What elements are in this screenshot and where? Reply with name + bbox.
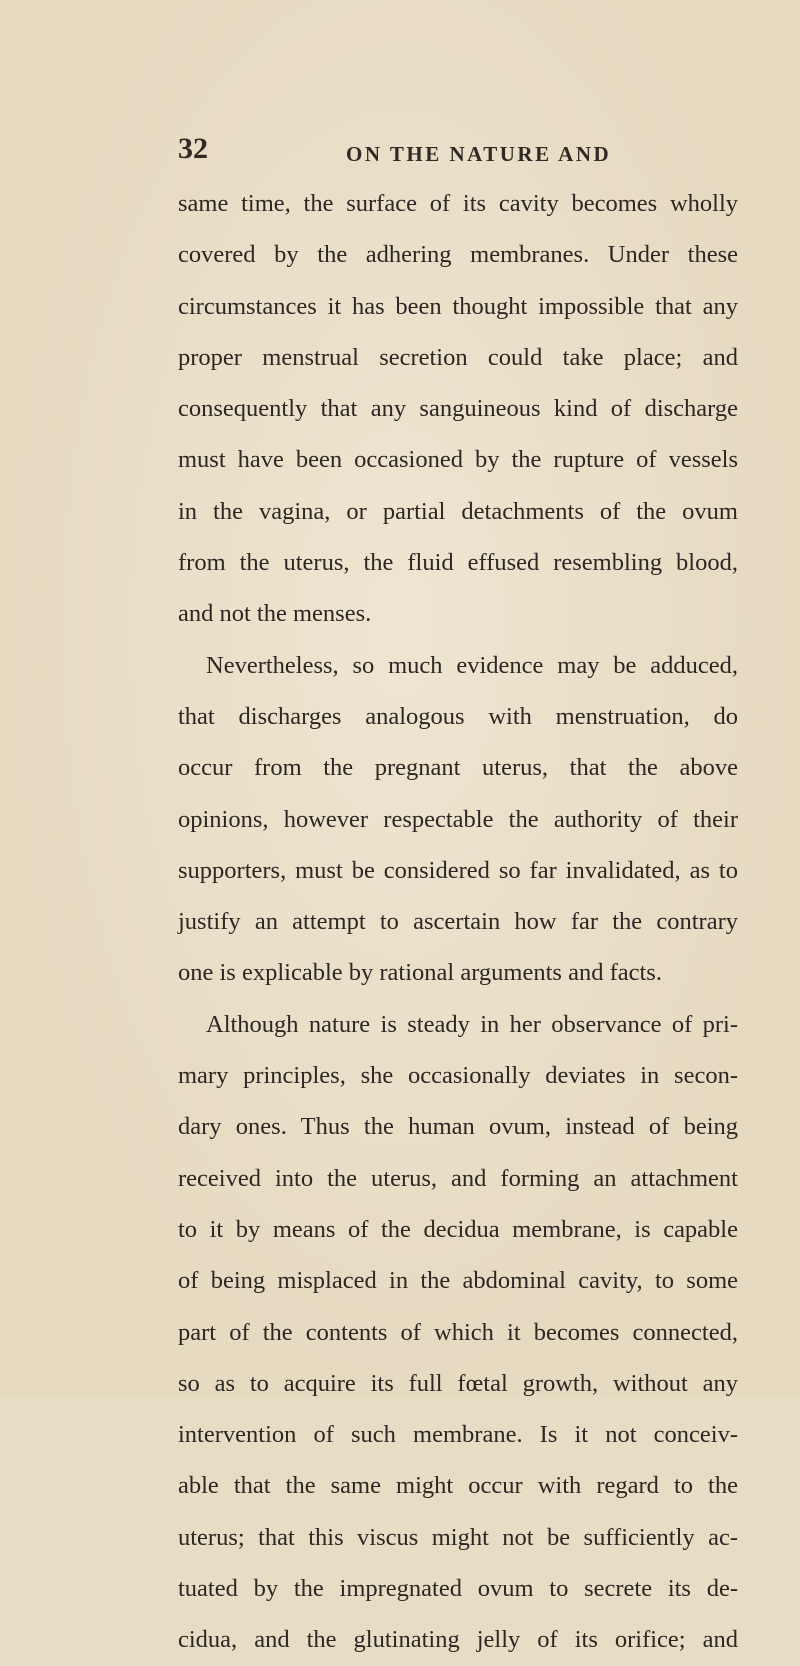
text-line: must have been occasioned by the rupture of vessels (178, 446, 738, 474)
text-line: intervention of such membrane. Is it not conceiv- (178, 1421, 738, 1449)
text-line: dary ones. Thus the human ovum, instead of being (178, 1113, 738, 1141)
text-line: cidua, and the glutinating jelly of its orifice; and (178, 1626, 738, 1654)
text-line: one is explicable by rational arguments and facts. (178, 959, 662, 987)
text-line: covered by the adhering membranes. Under these (178, 241, 738, 269)
running-head: ON THE NATURE AND (346, 142, 612, 166)
text-line: proper menstrual secretion could take place; and (178, 343, 738, 371)
text-line: same time, the surface of its cavity becomes wholly (178, 190, 738, 217)
text-line: circumstances it has been thought impossible that any (178, 292, 738, 320)
text-line: able that the same might occur with regard to the (178, 1472, 738, 1500)
text-line: of being misplaced in the abdominal cavity, to some (178, 1267, 738, 1295)
body-text (178, 178, 738, 1666)
text-line: so as to acquire its full fœtal growth, without any (178, 1369, 738, 1397)
text-line: Nevertheless, so much evidence may be adduced, (206, 651, 738, 679)
text-line: part of the contents of which it becomes connected, (178, 1318, 738, 1346)
page-header (178, 132, 738, 172)
text-line: that discharges analogous with menstruation, do (178, 702, 738, 730)
text-line: opinions, however respectable the authority of their (178, 805, 738, 833)
text-line: Although nature is steady in her observance of pri- (206, 1010, 738, 1038)
page-number: 32 (178, 132, 208, 165)
text-line: tuated by the impregnated ovum to secrete its de- (178, 1575, 738, 1603)
text-line: supporters, must be considered so far invalidated, as to (178, 856, 738, 884)
text-line: uterus; that this viscus might not be sufficiently ac- (178, 1523, 738, 1551)
text-line: mary principles, she occasionally deviates in secon- (178, 1062, 738, 1090)
text-line: and not the menses. (178, 600, 372, 628)
text-line: justify an attempt to ascertain how far the contrary (178, 908, 738, 936)
text-line: received into the uterus, and forming an attachment (178, 1164, 738, 1192)
text-line: in the vagina, or partial detachments of the ovum (178, 497, 738, 525)
text-line: consequently that any sanguineous kind of discharge (178, 395, 738, 423)
text-line: to it by means of the decidua membrane, is capable (178, 1215, 738, 1243)
text-line: occur from the pregnant uterus, that the above (178, 754, 738, 782)
text-line: from the uterus, the fluid effused resembling blood, (178, 549, 738, 577)
